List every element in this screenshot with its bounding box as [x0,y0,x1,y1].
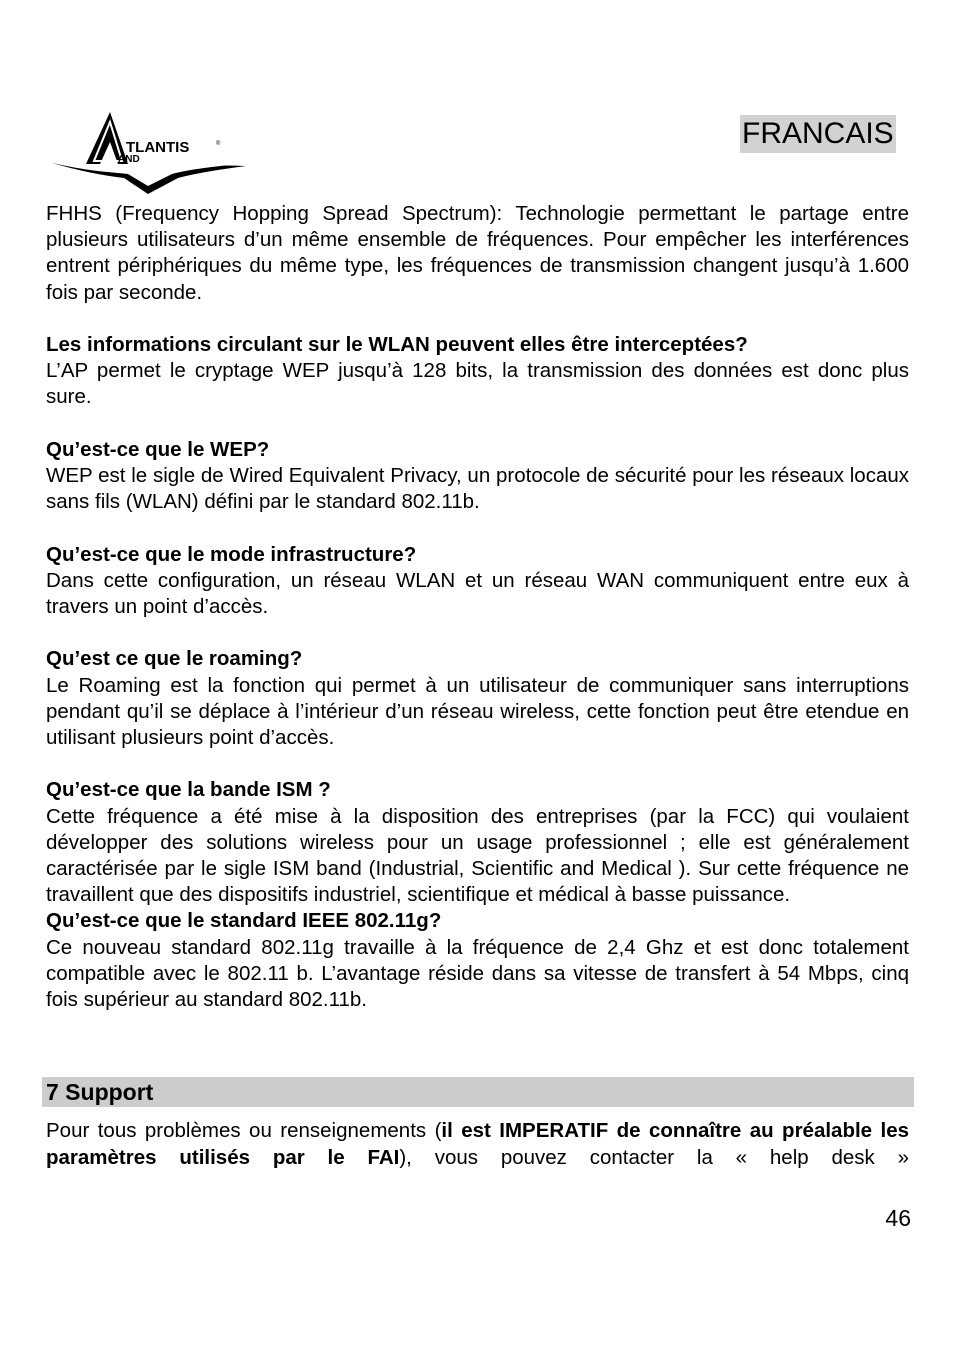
faq-question-4: Qu’est ce que le roaming? [46,647,303,671]
faq-question-3: Qu’est-ce que le mode infrastructure? [46,542,417,566]
faq-question-2: Qu’est-ce que le WEP? [46,437,270,461]
page-number: 46 [885,1205,911,1231]
logo-wordmark: TLANTIS [126,139,190,156]
page-body [46,201,909,1013]
faq-answer-3: Dans cette configuration, un réseau WLAN et un réseau WAN communiquent entre eux à travers un point d’accès. [46,568,909,618]
faq-question-6: Qu’est-ce que le standard IEEE 802.11g? [46,909,442,933]
support-text-bold: il est IMPERATIF de connaître au préalable les paramètres utilisés par le FAI [46,1119,910,1169]
faq-answer-6: Ce nouveau standard 802.11g travaille à la fréquence de 2,4 Ghz et est donc totalement compatible avec le 802.11 b. L’avantage réside dans sa vitesse de transfert à 54 Mbps, cinq fois supérieur au standard 802.11b. [46,935,909,1012]
faq-answer-4: Le Roaming est la fonction qui permet à un utilisateur de communiquer sans interruptions pendant qu’il se déplace à l’intérieur d’un réseau wireless, cette fonction peut être etendue en utilisant plusieurs point d’accès. [46,673,909,749]
section-title: 7 Support [46,1079,154,1105]
faq-answer-5: Cette fréquence a été mise à la disposition des entreprises (par la FCC) qui voulaient développer des solutions wireless pour un usage professionnel ; elle est généralement caractérisée par le sigle ISM band (Industrial, Scientific and Medical ). Sur cette fréquence ne travaillent que des dispositifs industriel, scientifique et médical à basse puissance. [46,804,909,907]
support-text-after: ), vous pouvez contacter la « help desk » [399,1146,909,1169]
svg-text:®: ® [216,141,221,147]
faq-answer-2: WEP est le sigle de Wired Equivalent Privacy, un protocole de sécurité pour les réseaux locaux sans fils (WLAN) défini par le standard 802.11b. [46,464,909,514]
logo-graphic [50,108,248,196]
support-paragraph [46,1117,909,1171]
support-text-before: Pour tous problèmes ou renseignements ( [46,1119,442,1142]
section-header-support [42,1077,914,1107]
atlantis-logo [50,108,248,196]
language-label: FRANCAIS [740,115,896,153]
intro-paragraph: FHHS (Frequency Hopping Spread Spectrum): Technologie permettant le partage entre plusieurs utilisateurs d’un même ensemble de fréquences. Pour empêcher les interférences entrent périphériques du même type, les fréquences de transmission changent jusqu’à 1.600 fois par seconde. [46,202,909,304]
svg-text:AND: AND [118,154,140,165]
faq-question-5: Qu’est-ce que la bande ISM ? [46,778,331,802]
faq-answer-1: L’AP permet le cryptage WEP jusqu’à 128 bits, la transmission des données est donc plus sure. [46,359,909,409]
faq-question-1: Les informations circulant sur le WLAN peuvent elles être interceptées? [46,333,748,356]
